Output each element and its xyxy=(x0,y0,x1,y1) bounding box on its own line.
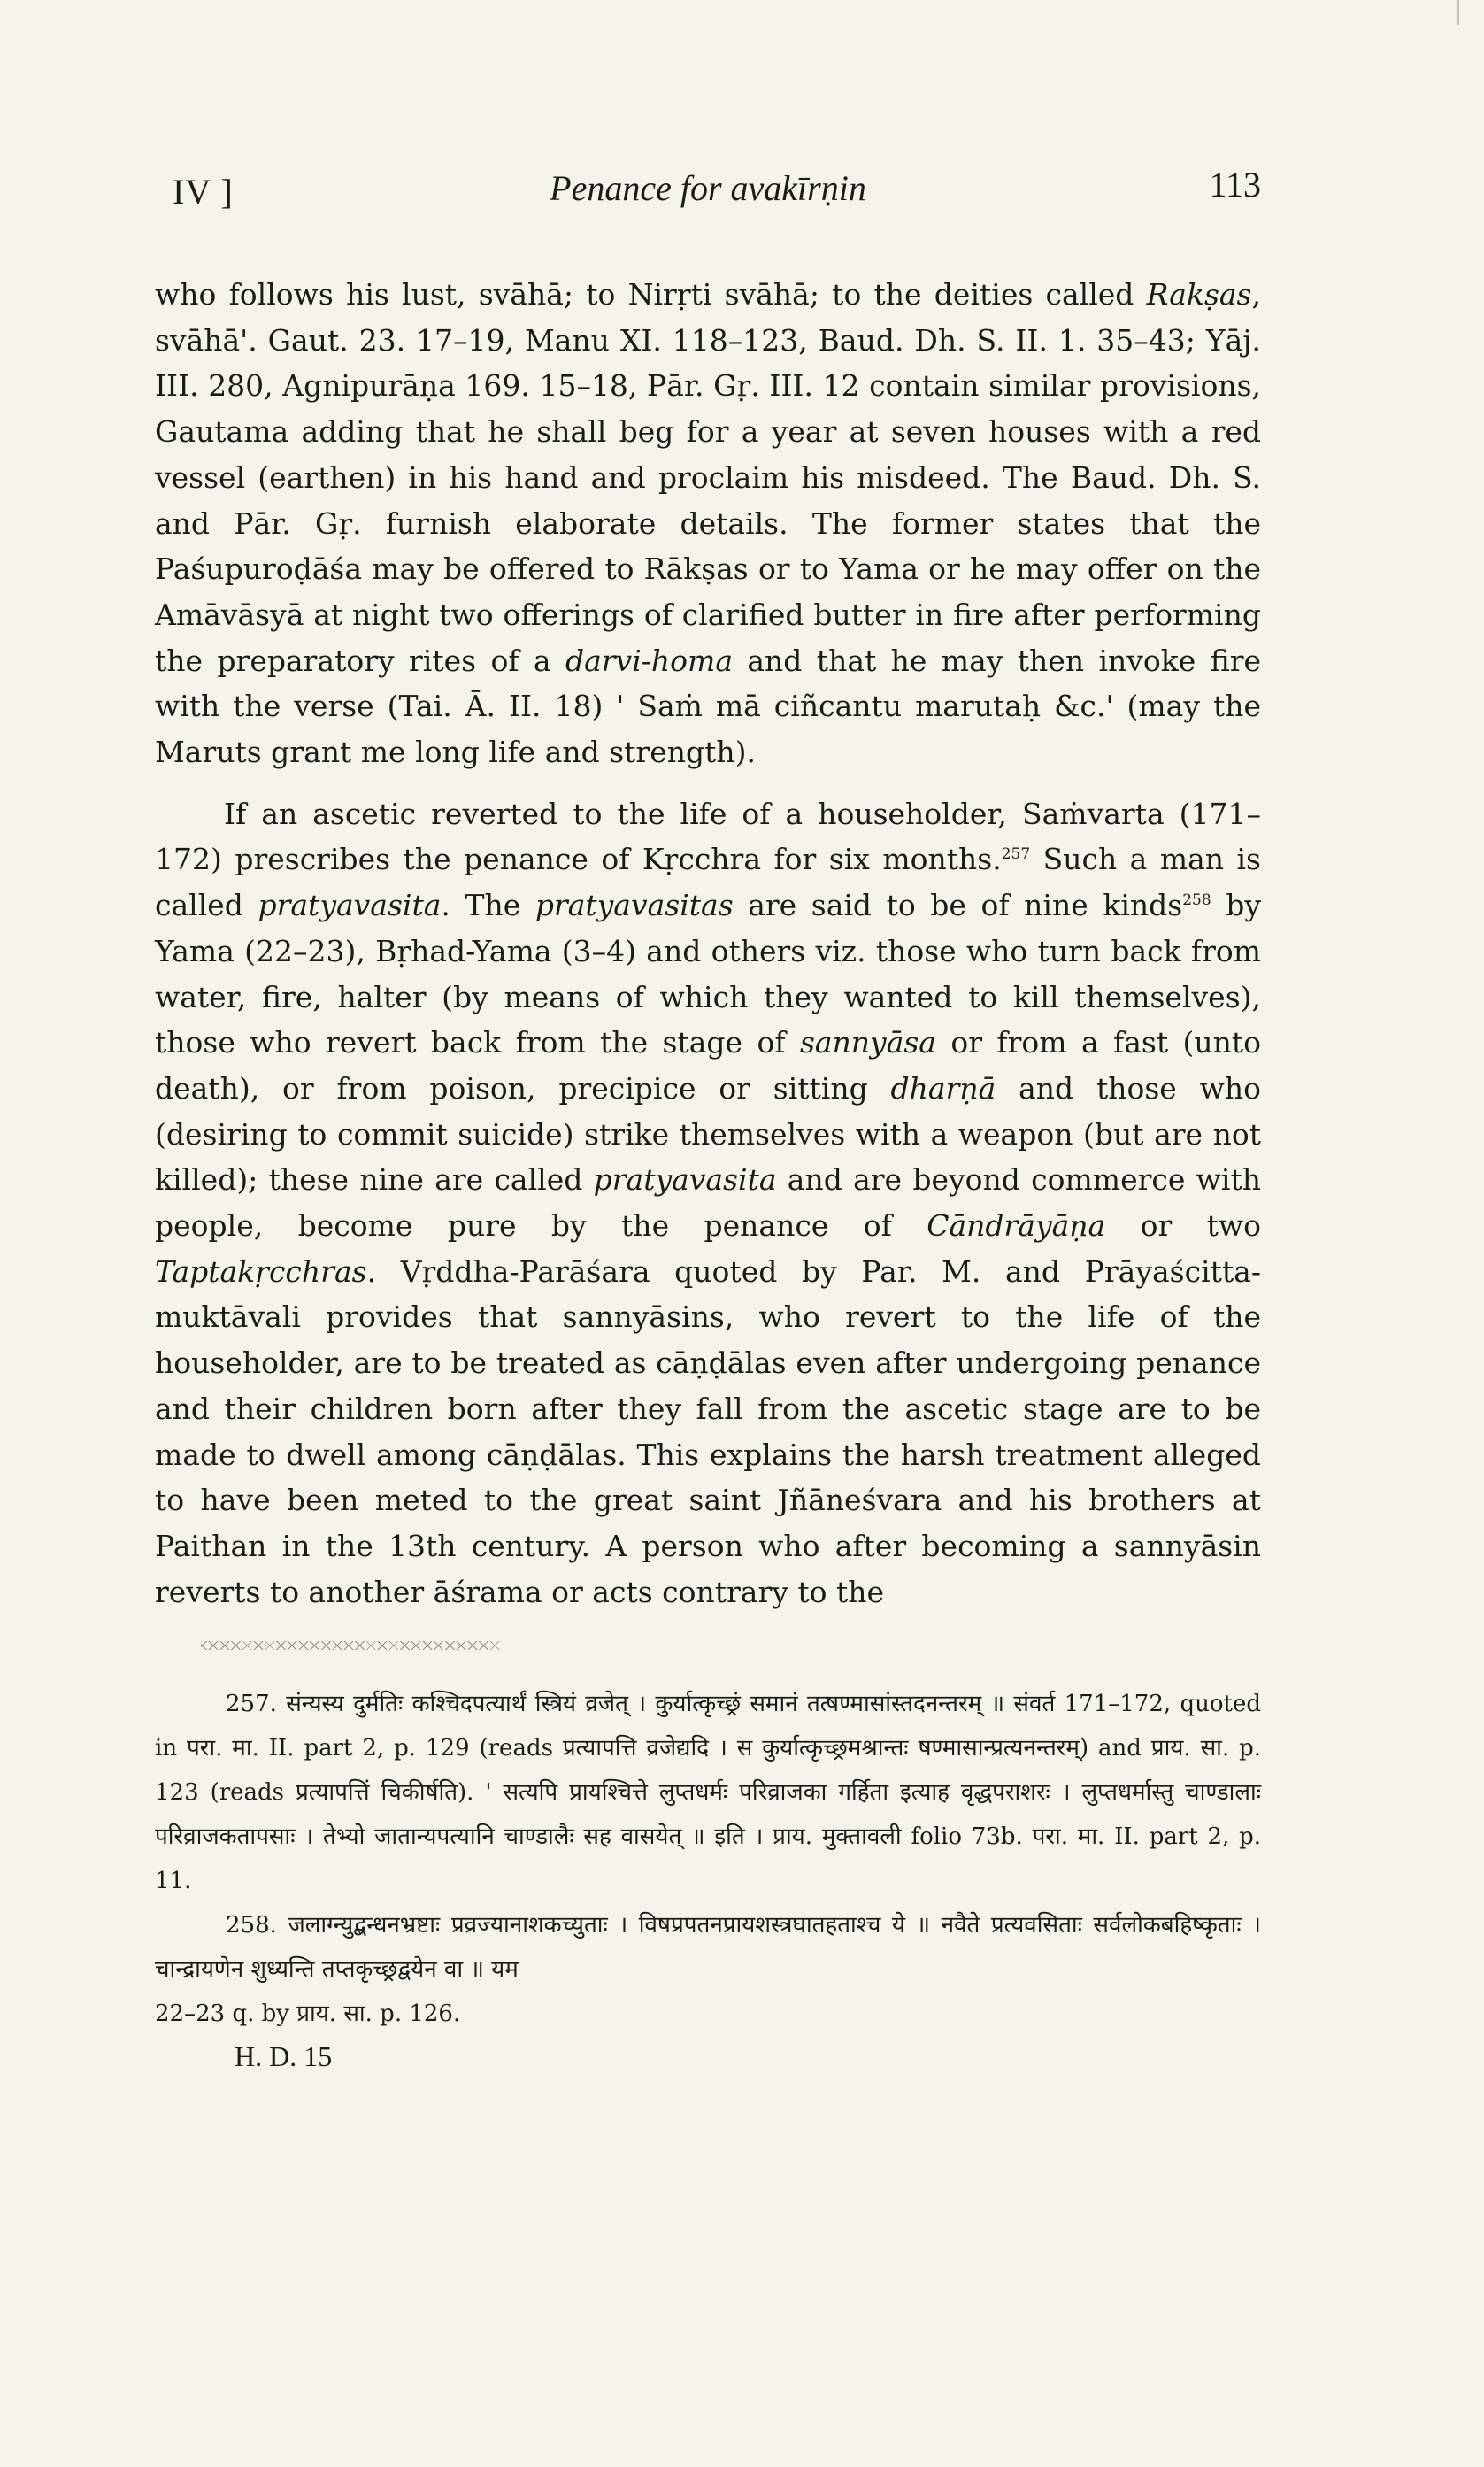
footnote-257 xyxy=(155,1682,1261,1903)
italic-term: pratyavasitas xyxy=(534,888,734,923)
body-paragraph xyxy=(155,272,1261,775)
text-run: . The xyxy=(441,888,535,923)
text-run: and those who (desiring to commit suicide) strike themselves with a weapon (but are not killed); these nine are called xyxy=(155,1070,1261,1198)
text-run: who follows his lust, svāhā; to Nirṛti svāhā; to the deities called xyxy=(155,277,1147,312)
text-run: Such a man is called xyxy=(155,842,1261,923)
footnote-source: 22–23 q. by प्राय. सा. p. 126. xyxy=(155,2001,461,2028)
italic-term: dharṇā xyxy=(890,1070,996,1106)
page-number: 113 xyxy=(1209,165,1261,204)
text-run: If an ascetic reverted to the life of a householder, Saṁvarta (171–172) prescribes the penance of Kṛcchra for six months. xyxy=(155,796,1261,877)
text-run: . Vṛddha-Parāśara quoted by Par. M. and Prāyaścitta-muktāvali provides that sannyāsins, who revert to the life of the householder, are to be treated as cāṇḍālas even after undergoing penance and their children born after they fall from the ascetic stage are to be made to dwell among cāṇḍālas. This explains the harsh treatment alleged to have been meted to the great saint Jñāneśvara and his brothers at Paithan in the 13th century. A person who after becoming a sannyāsin reverts to another āśrama or acts contrary to the xyxy=(155,1253,1261,1609)
page-edge-mark xyxy=(1457,0,1459,25)
text-run: are said to be of nine kinds xyxy=(733,888,1183,923)
text-run: , svāhā'. Gaut. 23. 17–19, Manu XI. 118–123, Baud. Dh. S. II. 1. 35–43; Yāj. III. 280, Agnipurāṇa 169. 15–18, Pār. Gṛ. III. 12 contain similar provisions, Gautama adding that he shall beg for a year at seven houses with a red vessel (earthen) in his hand and proclaim his misdeed. The Baud. Dh. S. and Pār. Gṛ. furnish elaborate details. The former states that the Paśupuroḍāśa may be offered to Rākṣas or to Yama or he may offer on the Amāvāsyā at night two offerings of clarified butter in fire after performing the preparatory rites of a xyxy=(155,277,1261,678)
footnote-reference: 257 xyxy=(1001,845,1031,864)
footnote-258 xyxy=(155,1903,1261,1992)
footnote-reference: 258 xyxy=(1182,891,1211,910)
footnote-label: 257. xyxy=(226,1691,277,1718)
footnote-text: जलाग्न्युद्बन्धनभ्रष्टाः प्रव्रज्यानाशकच्युताः । विषप्रपतनप्रायशस्त्रघातहताश्च ये ॥ नवैते प्रत्यवसिताः सर्वलोकबहिष्कृताः । चान्द्रायणेन शुध्यन्ति तप्तकृच्छ्रद्वयेन वा ॥ यम xyxy=(155,1912,1261,1984)
text-run: and are beyond commerce with people, become pure by the penance of xyxy=(155,1162,1261,1244)
italic-term: darvi-homa xyxy=(565,643,733,678)
italic-term: Taptakṛcchras xyxy=(155,1253,367,1289)
main-text xyxy=(155,272,1261,1615)
chapter-number: IV ] xyxy=(173,172,234,212)
italic-term: pratyavasita xyxy=(593,1162,777,1198)
footnote-separator xyxy=(201,1641,502,1650)
italic-term: sannyāsa xyxy=(799,1025,936,1060)
footnote-text: संन्यस्य दुर्मतिः कश्चिदपत्यार्थं स्त्रियं व्रजेत् । कुर्यात्कृच्छ्रं समानं तत्षण्मासांस्तदनन्तरम् ॥ संवर्त 171–172, quoted in परा. मा. II. part 2, p. 129 (reads प्रत्यापत्ति व्रजेद्यदि । स कुर्यात्कृच्छ्रमश्रान्तः षण्मासान्प्रत्यनन्तरम्) and प्राय. सा. p. 123 (reads प्रत्यापत्तिं चिकीर्षति). ' सत्यपि प्रायश्चित्ते लुप्तधर्मः परिव्राजका गर्हिता इत्याह वृद्धपराशरः । लुप्तधर्मास्तु चाण्डालाः परिव्राजकतापसाः । तेभ्यो जातान्यपत्यानि चाण्डालैः सह वासयेत् ॥ इति । प्राय. मुक्तावली folio 73b. परा. मा. II. part 2, p. 11. xyxy=(155,1691,1262,1895)
italic-term: pratyavasita xyxy=(258,888,442,923)
text-run: or from a fast (unto death), or from poison, precipice or sitting xyxy=(155,1025,1261,1106)
italic-term: Cāndrāyāṇa xyxy=(927,1208,1106,1244)
running-title: Penance for avakīrṇin xyxy=(550,168,866,208)
text-run: by Yama (22–23), Bṛhad-Yama (3–4) and others viz. those who turn back from water, fire, halter (by means of which they wanted to kill themselves), those who revert back from the stage of xyxy=(155,888,1261,1060)
body-paragraph xyxy=(155,791,1261,1615)
text-run: and that he may then invoke fire with the verse (Tai. Ā. II. 18) ' Saṁ mā ciñcantu marutaḥ &c.' (may the Maruts grant me long life and strength). xyxy=(155,643,1262,770)
footnote-258-source xyxy=(155,1992,1261,2036)
footnote-label: 258. xyxy=(226,1912,277,1939)
footnotes xyxy=(155,1682,1261,2036)
text-run: or two xyxy=(1105,1208,1261,1244)
book-page xyxy=(155,164,1261,2077)
signature-mark: H. D. 15 xyxy=(235,2040,333,2073)
running-head xyxy=(155,164,1261,217)
italic-term: Rakṣas xyxy=(1146,277,1252,312)
